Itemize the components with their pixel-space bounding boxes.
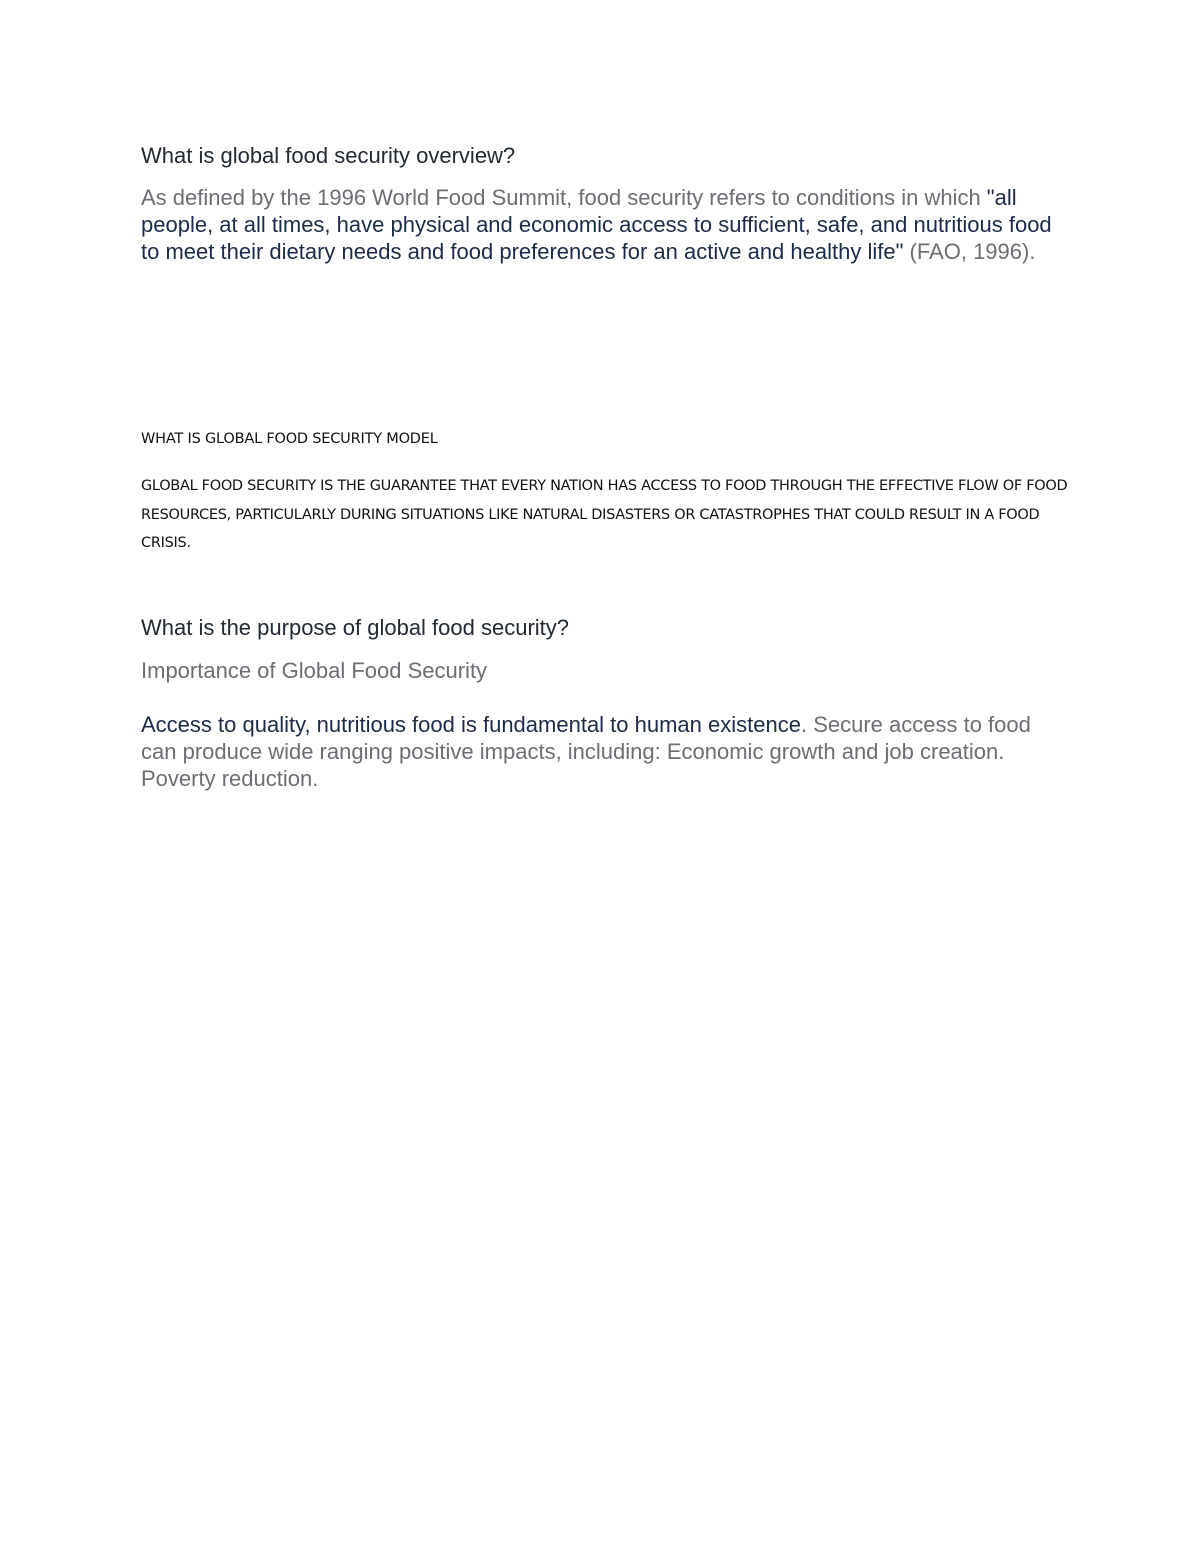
overview-answer	[141, 184, 1061, 265]
model-heading: WHAT IS GLOBAL FOOD SECURITY MODEL	[141, 431, 438, 447]
overview-question: What is global food security overview?	[141, 143, 516, 168]
purpose-question: What is the purpose of global food security?	[141, 615, 570, 640]
overview-answer-quote: "all people, at all times, have physical and economic access to sufficient, safe, and nutritious food to meet their dietary needs and food preferences for an active and healthy life"	[141, 185, 1052, 264]
purpose-answer-lead: Access to quality, nutritious food is fundamental to human existence	[141, 712, 801, 737]
model-body: GLOBAL FOOD SECURITY IS THE GUARANTEE THAT EVERY NATION HAS ACCESS TO FOOD THROUGH THE EFFECTIVE FLOW OF FOOD RESOURCES, PARTICULARLY DURING SITUATIONS LIKE NATURAL DISASTERS OR CATASTROPHES THAT COULD RESULT IN A FOOD CRISIS.	[141, 478, 1068, 551]
purpose-answer-rest: . Secure access to food can produce wide ranging positive impacts, including: Economic growth and job creation. Poverty reduction.	[141, 712, 1031, 791]
overview-answer-intro: As defined by the 1996 World Food Summit, food security refers to conditions in which	[141, 185, 987, 210]
overview-answer-citation: (FAO, 1996).	[903, 239, 1036, 264]
importance-subheading: Importance of Global Food Security	[141, 658, 488, 683]
purpose-answer	[141, 711, 1061, 792]
